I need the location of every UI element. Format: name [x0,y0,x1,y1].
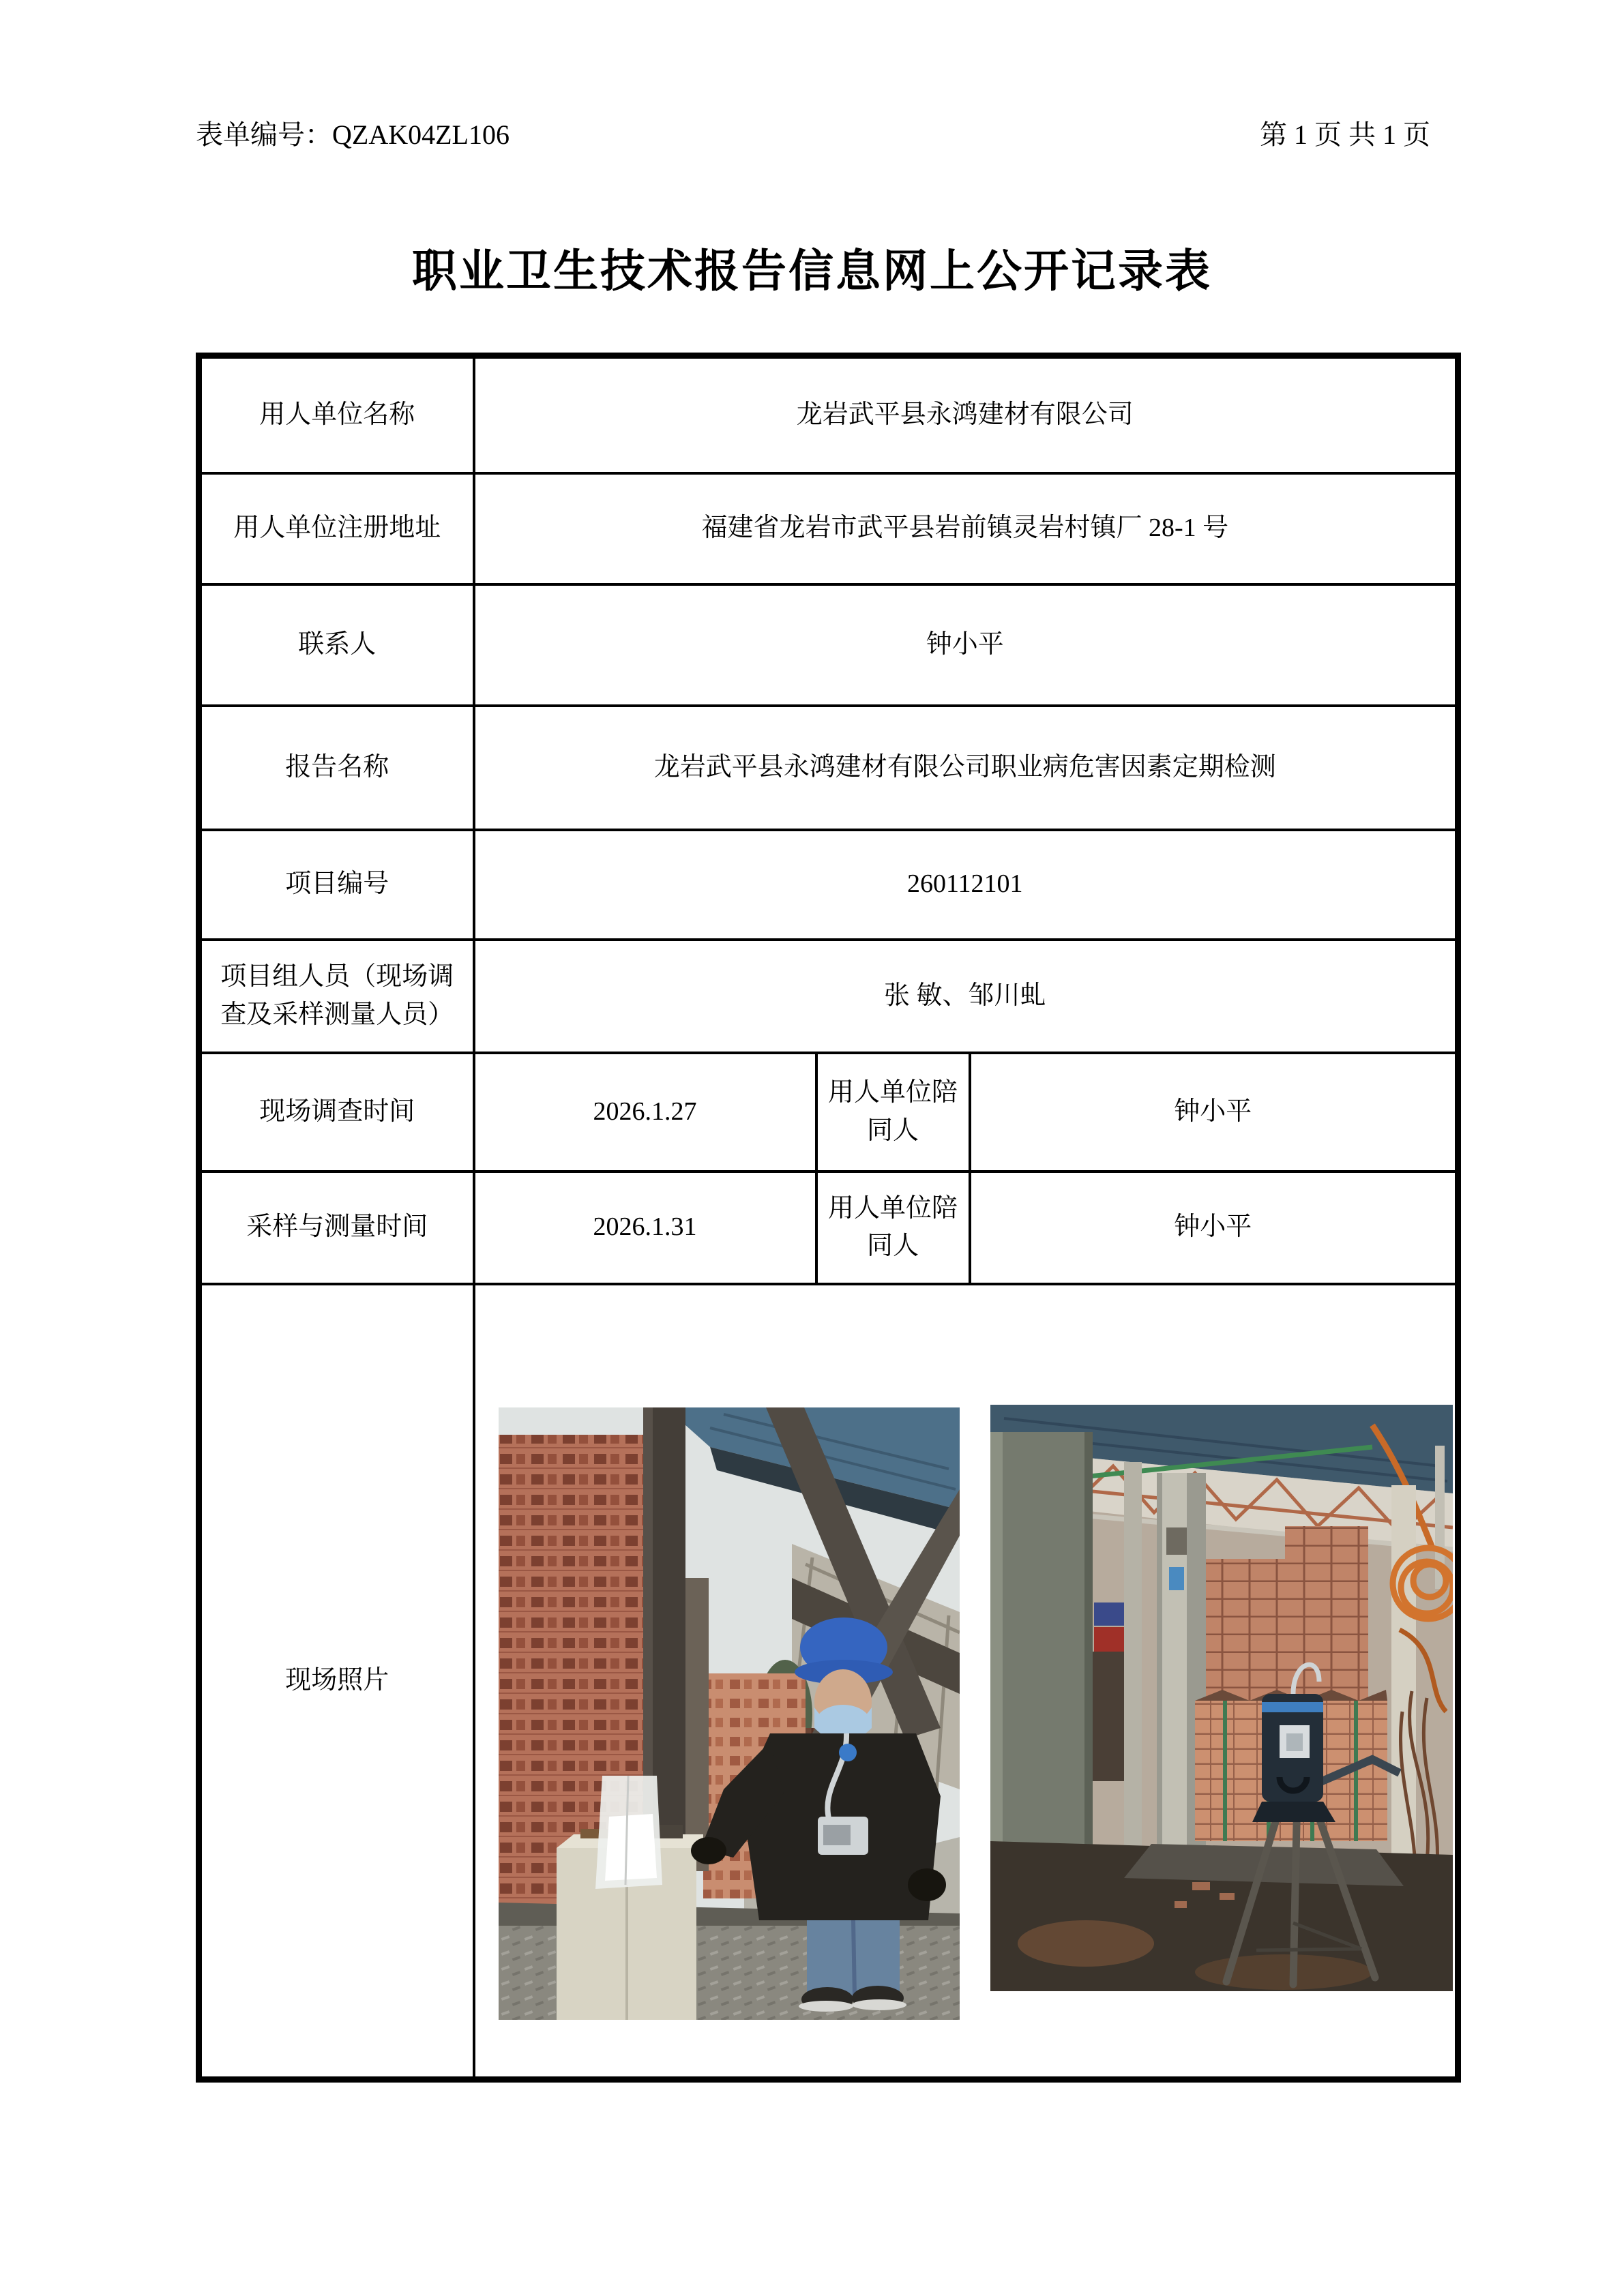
table-row [199,1172,1458,1284]
employer-address-value: 福建省龙岩市武平县岩前镇灵岩村镇厂 28-1 号 [474,473,1458,584]
table-row [199,473,1458,584]
site-photo-sampler-tripod [990,1405,1453,1991]
table-row [199,830,1458,940]
project-number-label: 项目编号 [199,830,474,940]
site-photos-label: 现场照片 [199,1284,474,2080]
employer-name-label: 用人单位名称 [199,356,474,473]
site-photo-worker-sampling [499,1407,960,2020]
table-row [199,1284,1458,2080]
site-photos-cell [474,1284,1458,2080]
table-row [199,1053,1458,1172]
site-photos-area [484,1289,1447,2072]
project-team-label: 项目组人员（现场调查及采样测量人员） [199,940,474,1053]
project-number-value: 260112101 [474,830,1458,940]
report-name-label: 报告名称 [199,706,474,830]
survey-escort-label: 用人单位陪同人 [816,1053,970,1172]
page-count: 第 1 页 共 1 页 [1260,119,1430,150]
report-name-value: 龙岩武平县永鸿建材有限公司职业病危害因素定期检测 [474,706,1458,830]
table-row [199,706,1458,830]
site-photo-right-graphic [990,1405,1453,1991]
form-number: 表单编号：QZAK04ZL106 [196,119,510,150]
table-row [199,356,1458,473]
sampling-escort-value: 钟小平 [970,1172,1458,1284]
contact-person-value: 钟小平 [474,584,1458,706]
sampling-date-label: 采样与测量时间 [199,1172,474,1284]
sampling-escort-label: 用人单位陪同人 [816,1172,970,1284]
project-team-value: 张 敏、邹川虬 [474,940,1458,1053]
site-photo-left-graphic [499,1407,960,2020]
survey-escort-value: 钟小平 [970,1053,1458,1172]
employer-name-value: 龙岩武平县永鸿建材有限公司 [474,356,1458,473]
employer-address-label: 用人单位注册地址 [199,473,474,584]
table-row [199,940,1458,1053]
sampling-date-value: 2026.1.31 [474,1172,816,1284]
record-table [196,353,1461,2083]
contact-person-label: 联系人 [199,584,474,706]
table-row [199,584,1458,706]
survey-date-value: 2026.1.27 [474,1053,816,1172]
document-title: 职业卫生技术报告信息网上公开记录表 [412,247,1212,297]
survey-date-label: 现场调查时间 [199,1053,474,1172]
